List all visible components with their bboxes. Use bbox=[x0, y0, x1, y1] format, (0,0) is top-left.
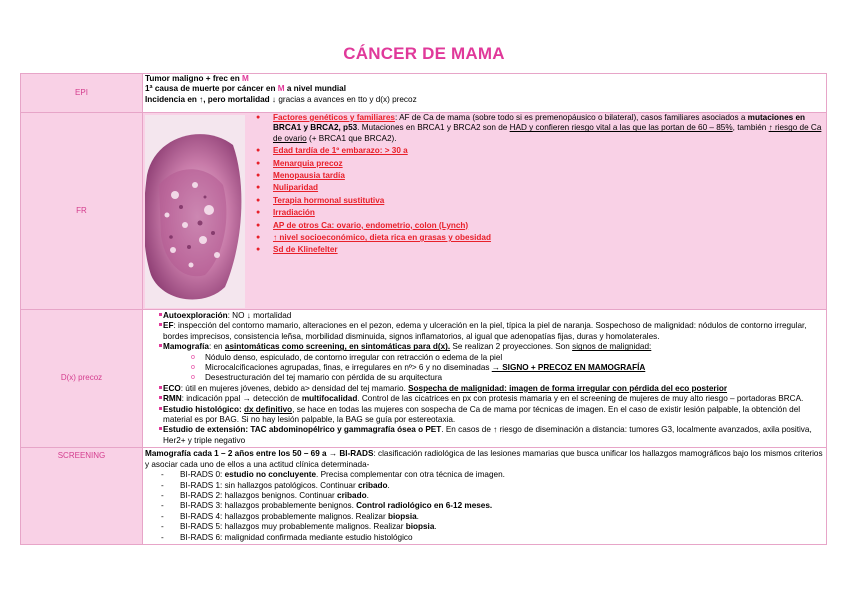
square-bullet-icon bbox=[145, 384, 163, 394]
label-epi: EPI bbox=[21, 74, 143, 113]
bullet-icon: ● bbox=[256, 159, 261, 167]
list-item bbox=[145, 311, 824, 321]
dx-hist-text: , se hace en todas las mujeres con sospecha de Ca de mama por técnicas de imagen. En el caso de existir lesión palpable, la obtención del material es por BAG. Si no hay lesión palpable, la BAG se guía por estereotaxia. bbox=[163, 404, 801, 425]
list-item bbox=[145, 512, 824, 522]
fr-item: ↑ nivel socioeconómico, dieta rica en grasas y obesidad bbox=[273, 233, 491, 243]
epi-line3-end: gracias a avances en tto y d(x) precoz bbox=[278, 94, 417, 104]
bullet-icon: ● bbox=[256, 196, 261, 204]
list-item bbox=[145, 501, 824, 511]
list-item bbox=[145, 470, 824, 480]
list-item bbox=[145, 373, 824, 383]
list-item bbox=[145, 491, 824, 501]
list-item bbox=[252, 171, 824, 181]
dx-hist-def: dx definitivo bbox=[243, 404, 293, 414]
fr-content bbox=[143, 113, 827, 310]
birads-text: BI-RADS 5: hallazgos muy probablemente malignos. Realizar bbox=[180, 522, 406, 532]
fr-genetic-text2: . Mutaciones en BRCA1 y BRCA2 son de bbox=[357, 123, 510, 133]
row-fr bbox=[21, 113, 827, 310]
list-item bbox=[252, 208, 824, 218]
list-item bbox=[145, 481, 824, 491]
list-item bbox=[252, 196, 824, 206]
list-item bbox=[145, 394, 824, 404]
birads-end: . bbox=[366, 490, 369, 500]
fr-item: Sd de Klinefelter bbox=[273, 245, 338, 255]
dx-auto-text: : NO ↓ mortalidad bbox=[227, 311, 292, 320]
dx-eco-text: : útil en mujeres jóvenes, debido a> densidad del tej mamario. bbox=[180, 383, 409, 393]
fr-genetic-text3: , también bbox=[732, 123, 769, 133]
bullet-icon: ● bbox=[256, 209, 261, 217]
list-item bbox=[145, 522, 824, 532]
dx-sub2: Microcalcificaciones agrupadas, finas, e irregulares en nº> 6 y no diseminadas bbox=[205, 363, 492, 373]
screening-content bbox=[143, 448, 827, 545]
list-item bbox=[145, 321, 824, 342]
mammary-histology-image bbox=[145, 115, 245, 308]
circle-bullet-icon: o bbox=[191, 364, 195, 372]
birads-text: BI-RADS 4: hallazgos probablemente malignos. Realizar bbox=[180, 511, 388, 521]
label-fr: FR bbox=[21, 113, 143, 310]
dx-eco-title: ECO bbox=[163, 383, 181, 393]
fr-genetic-mut: mutaciones en BRCA1 y BRCA2, p53 bbox=[273, 113, 806, 133]
dash-bullet-icon: - bbox=[161, 511, 164, 521]
epi-line2-end: a nivel mundial bbox=[284, 84, 346, 94]
dx-sub1: Nódulo denso, espiculado, de contorno irregular con retracción o edema de la piel bbox=[205, 352, 503, 362]
fr-item: AP de otros Ca: ovario, endometrio, colon (Lynch) bbox=[273, 220, 469, 230]
dx-eco-sign: Sospecha de malignidad: imagen de forma irregular con pérdida del eco posterior bbox=[408, 383, 728, 393]
dash-bullet-icon: - bbox=[161, 490, 164, 500]
list-item bbox=[252, 221, 824, 231]
dx-ef-title: EF bbox=[163, 321, 174, 331]
dx-ext-text: . En casos de ↑ riesgo de diseminación a distancia: tumores G3, localmente avanzados, axila positiva, Her2+ y triple negativo bbox=[163, 425, 812, 445]
dx-rmn-text2: . Control de las cicatrices en px con protesis mamaria y en el screening de mujeres de muy alto riesgo – portadoras BRCA. bbox=[357, 394, 804, 404]
dash-bullet-icon: - bbox=[161, 501, 164, 511]
dx-mam-text: : en bbox=[208, 342, 225, 352]
birads-end: . Precisa complementar con otra técnica de imagen. bbox=[316, 470, 505, 480]
birads-text: BI-RADS 1: sin hallazgos patológicos. Continuar bbox=[180, 480, 358, 490]
list-item bbox=[145, 405, 824, 426]
list-item bbox=[252, 245, 824, 255]
dx-ext-title: Estudio de extensión: TAC abdominopélrico y gammagrafía ósea o PET bbox=[163, 425, 442, 435]
square-bullet-icon bbox=[145, 425, 163, 446]
epi-line2: 1ª causa de muerte por cáncer en bbox=[145, 84, 278, 94]
list-item bbox=[145, 533, 824, 543]
fr-genetic-ovary: ↑ riesgo de Ca de ovario bbox=[273, 123, 822, 143]
birads-end: . bbox=[434, 522, 437, 532]
dx-ef-text: : inspección del contorno mamario, alteraciones en el pezon, edema y ulceración en la piel, típica la piel de naranja. Sospechoso de malignidad: nódulos de contorno irregular, bordes imprecisos, consistencia leñsa, morbilidad disminuida, signos inflamatorios, al igual que adenopatías fijas, duras y homolaterales. bbox=[163, 321, 807, 341]
fr-list bbox=[252, 113, 824, 256]
fr-item: Irradiación bbox=[273, 208, 315, 218]
square-bullet-icon bbox=[145, 394, 163, 404]
dx-rmn-text: : indicación ppal → detección de bbox=[181, 394, 302, 404]
epi-content bbox=[143, 74, 827, 113]
dx-mam-indic: asintomáticas como screening, en sintomáticas para d(x). bbox=[224, 342, 451, 352]
list-item bbox=[145, 363, 824, 373]
label-dx: D(x) precoz bbox=[21, 310, 143, 448]
list-item bbox=[145, 384, 824, 394]
birads-action: cribado bbox=[357, 480, 388, 490]
fr-item: Nuliparidad bbox=[273, 183, 319, 193]
summary-table bbox=[20, 73, 827, 545]
square-bullet-icon bbox=[145, 405, 163, 426]
list-item bbox=[145, 353, 824, 363]
bullet-icon: ● bbox=[256, 114, 261, 121]
birads-text: BI-RADS 3: hallazgos probablemente benignos. bbox=[180, 501, 357, 511]
dash-bullet-icon: - bbox=[161, 532, 164, 542]
epi-line1: Tumor maligno + frec en bbox=[145, 74, 242, 83]
fr-genetic-text4: (+ BRCA1 que BRCA2). bbox=[306, 133, 397, 143]
bullet-icon: ● bbox=[256, 246, 261, 254]
dx-sub2-sign: → SIGNO + PRECOZ EN MAMOGRAFÍA bbox=[491, 363, 646, 373]
fr-genetic-title: Factores genéticos y familiares bbox=[273, 113, 395, 122]
row-epi bbox=[21, 74, 827, 113]
fr-genetic-had: HAD y confieren riesgo vital a las que las portan de 60 – 85% bbox=[509, 123, 733, 133]
bullet-icon: ● bbox=[256, 147, 261, 155]
page-title: CÁNCER DE MAMA bbox=[343, 44, 505, 63]
dash-bullet-icon: - bbox=[161, 470, 164, 480]
circle-bullet-icon: o bbox=[191, 353, 195, 361]
birads-end: . bbox=[416, 511, 419, 521]
bullet-icon: ● bbox=[256, 172, 261, 180]
list-item bbox=[145, 425, 824, 446]
square-bullet-icon bbox=[145, 321, 163, 342]
epi-line3: Incidencia en ↑, pero mortalidad ↓ bbox=[145, 94, 279, 104]
fr-item: Menarquia precoz bbox=[273, 158, 343, 168]
square-bullet-icon bbox=[145, 342, 163, 352]
bullet-icon: ● bbox=[256, 221, 261, 229]
epi-line2-m: M bbox=[277, 84, 285, 94]
dx-rmn-multi: multifocalidad bbox=[301, 394, 358, 404]
birads-action: estudio no concluyente bbox=[224, 470, 317, 480]
square-bullet-icon bbox=[145, 311, 163, 321]
list-item bbox=[252, 183, 824, 193]
screening-intro-text: : clasificación radiológica de las lesiones mamarias que busca unificar los hallazgos mamográficos bajo los mismos criterios y asociar cada uno de ellos a una actitud clínica determinada- bbox=[145, 449, 823, 469]
dx-mam-text2: Se realizan 2 proyecciones. Son bbox=[450, 342, 573, 352]
dash-bullet-icon: - bbox=[161, 480, 164, 490]
dx-mam-title: Mamografía bbox=[163, 342, 209, 352]
row-dx bbox=[21, 310, 827, 448]
screening-intro-title: Mamografía cada 1 – 2 años entre los 50 – 69 a → BI-RADS bbox=[145, 449, 374, 459]
birads-end: . bbox=[387, 480, 390, 490]
list-item bbox=[252, 159, 824, 169]
row-screening bbox=[21, 448, 827, 545]
birads-text: BI-RADS 0: bbox=[180, 470, 225, 480]
fr-item: Menopausia tardía bbox=[273, 171, 345, 181]
fr-item: Edad tardía de 1º embarazo: > 30 a bbox=[273, 146, 408, 156]
birads-action: cribado bbox=[337, 490, 367, 500]
bullet-icon: ● bbox=[256, 184, 261, 192]
birads-text: BI-RADS 6: malignidad confirmada mediante estudio histológico bbox=[180, 532, 413, 542]
list-item bbox=[252, 146, 824, 156]
dx-mam-signs: signos de malignidad: bbox=[572, 342, 652, 352]
label-screening: SCREENING bbox=[21, 448, 143, 545]
birads-action: Control radiológico en 6-12 meses. bbox=[356, 501, 493, 511]
epi-line1-m: M bbox=[241, 74, 249, 83]
dash-bullet-icon: - bbox=[161, 522, 164, 532]
birads-text: BI-RADS 2: hallazgos benignos. Continuar bbox=[180, 490, 338, 500]
dx-content bbox=[143, 310, 827, 448]
circle-bullet-icon: o bbox=[191, 374, 195, 382]
list-item bbox=[252, 113, 824, 144]
dx-auto-title: Autoexploración bbox=[163, 311, 228, 320]
bullet-icon: ● bbox=[256, 234, 261, 242]
fr-genetic-text: : AF de Ca de mama (sobre todo si es premenopáusico o bilateral), casos familiares asociados a bbox=[394, 113, 748, 122]
birads-action: biopsia bbox=[405, 522, 435, 532]
dx-hist-title: Estudio histológico: bbox=[163, 404, 244, 414]
list-item bbox=[252, 233, 824, 243]
list-item bbox=[145, 342, 824, 352]
fr-item: Terapia hormonal sustitutiva bbox=[273, 195, 385, 205]
birads-action: biopsia bbox=[387, 511, 417, 521]
dx-rmn-title: RMN bbox=[163, 394, 182, 404]
dx-sub3: Desestructuración del tej mamario con pérdida de su arquitectura bbox=[205, 373, 443, 383]
